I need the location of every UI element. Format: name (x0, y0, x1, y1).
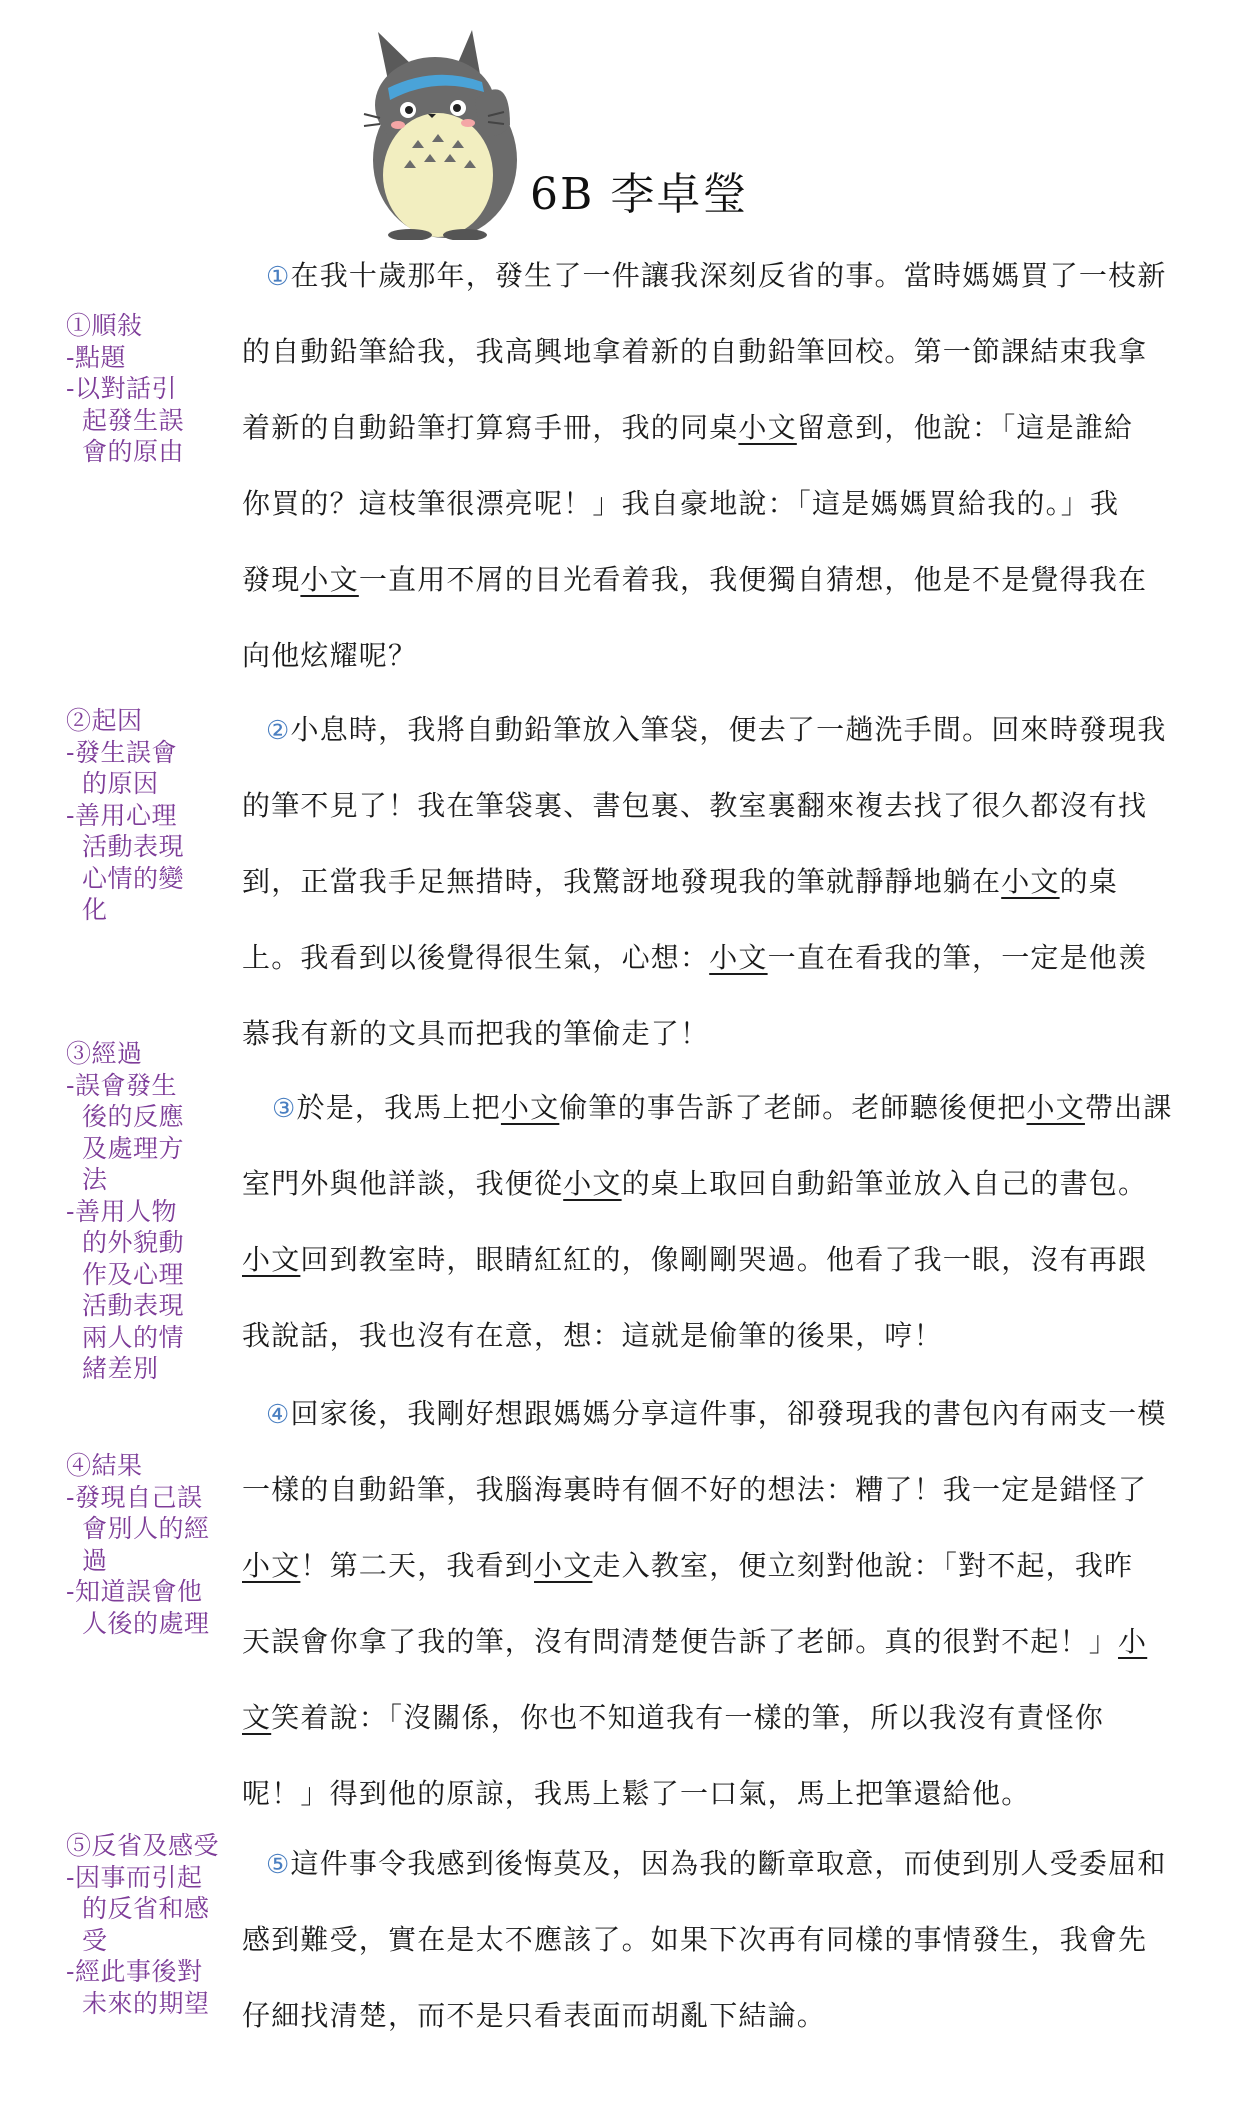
paragraph-marker: ② (266, 716, 291, 746)
essay-line (242, 1902, 1192, 1978)
essay-line (242, 1070, 1192, 1146)
note-item: 人後的處理 (82, 1608, 210, 1638)
note-item: 的原因 (82, 769, 159, 798)
essay-line (242, 390, 1192, 466)
note-item: 過 (82, 1545, 108, 1575)
note-heading: ⑤反省及感受 (66, 1831, 220, 1860)
underlined-name: 小文 (1026, 1091, 1085, 1124)
underlined-name: 小文 (242, 1549, 301, 1582)
essay-line (242, 692, 1192, 768)
essay-line (242, 238, 1192, 314)
essay-text: 小息時，我將自動鉛筆放入筆袋，便去了一趟洗手間。回來時發現我 (290, 713, 1167, 746)
essay-line (242, 466, 1192, 542)
essay-text: 仔細找清楚，而不是只看表面而胡亂下結論。 (242, 1999, 827, 2032)
essay-line (242, 1826, 1192, 1902)
note-item: -發現自己誤 (66, 1482, 203, 1512)
note-item: -發生誤會 (66, 737, 177, 767)
essay-paragraph (242, 1826, 1192, 2054)
essay-line (242, 1452, 1192, 1528)
essay-text: 上。我看到以後覺得很生氣，心想： (242, 941, 710, 974)
underlined-name: 小文 (709, 941, 768, 974)
note-item: 法 (82, 1165, 108, 1194)
paragraph-marker: ④ (266, 1400, 291, 1430)
essay-text: 着新的自動鉛筆打算寫手冊，我的同桌 (242, 411, 739, 444)
underlined-name: 小文 (563, 1167, 622, 1200)
margin-note (66, 310, 241, 468)
note-item: -誤會發生 (66, 1070, 177, 1100)
essay-text: 帶出課 (1084, 1091, 1173, 1124)
totoro-illustration (360, 30, 550, 240)
essay-text: 在我十歲那年，發生了一件讓我深刻反省的事。當時媽媽買了一枝新 (290, 259, 1167, 292)
essay-paragraph (242, 692, 1192, 1072)
essay-text: 向他炫耀呢？ (242, 639, 418, 672)
note-item: 緒差別 (82, 1354, 159, 1383)
essay-line (242, 1756, 1192, 1832)
note-item: -以對話引 (66, 374, 177, 403)
essay-line (242, 920, 1192, 996)
essay-text: 感到難受，實在是太不應該了。如果下次再有同樣的事情發生，我會先 (242, 1923, 1148, 1956)
essay-line (242, 1376, 1192, 1452)
essay-paragraph (242, 1070, 1192, 1374)
essay-line (242, 1298, 1192, 1374)
essay-text: 留意到，他說：「這是誰給 (796, 411, 1134, 444)
note-item: -點題 (66, 342, 126, 372)
margin-note (66, 705, 241, 926)
essay-text: 一直在看我的筆，一定是他羡 (767, 941, 1148, 974)
essay-text: 於是，我馬上把 (296, 1091, 501, 1124)
paragraph-marker: ① (266, 262, 291, 292)
note-heading: ①順敍 (66, 311, 143, 340)
note-item: 活動表現 (82, 1291, 185, 1320)
note-item: 會別人的經 (82, 1514, 210, 1543)
underlined-name: 小文 (738, 411, 797, 444)
essay-paragraph (242, 238, 1192, 694)
note-item: 的外貌動 (82, 1228, 185, 1257)
essay-text: 笑着說：「沒關係，你也不知道我有一樣的筆，所以我沒有責怪你 (271, 1701, 1105, 1734)
note-item: -因事而引起 (66, 1862, 203, 1892)
essay-paragraph (242, 1376, 1192, 1832)
essay-text: 走入教室，便立刻對他說：「對不起，我昨 (592, 1549, 1134, 1582)
margin-note (66, 1830, 241, 2019)
essay-line (242, 768, 1192, 844)
essay-text: 呢！」得到他的原諒，我馬上鬆了一口氣，馬上把筆還給他。 (242, 1777, 1031, 1810)
essay-line (242, 1978, 1192, 2054)
underlined-name: 小文 (1001, 865, 1060, 898)
essay-text: 慕我有新的文具而把我的筆偷走了！ (242, 1017, 710, 1050)
underlined-name: 小文 (242, 1243, 301, 1276)
essay-text: 一樣的自動鉛筆，我腦海裏時有個不好的想法：糟了！我一定是錯怪了 (242, 1473, 1148, 1506)
essay-text: 的桌 (1059, 865, 1119, 898)
essay-text: 的桌上取回自動鉛筆並放入自己的書包。 (621, 1167, 1148, 1200)
essay-text: ！第二天，我看到 (300, 1549, 535, 1582)
margin-note (66, 1038, 241, 1385)
underlined-name: 小文 (534, 1549, 593, 1582)
essay-text: 一直用不屑的目光看着我，我便獨自猜想，他是不是覺得我在 (358, 563, 1148, 596)
essay-text: 的筆不見了！我在筆袋裏、書包裏、教室裏翻來複去找了很久都沒有找 (242, 789, 1148, 822)
paragraph-marker: ③ (272, 1094, 297, 1124)
note-item: -知道誤會他 (66, 1577, 203, 1606)
margin-note (66, 1450, 241, 1639)
essay-text: 天誤會你拿了我的筆，沒有問清楚便告訴了老師。真的很對不起！」 (242, 1625, 1119, 1658)
note-heading: ②起因 (66, 706, 143, 735)
note-item: 作及心理 (82, 1259, 185, 1289)
note-item: 化 (82, 895, 108, 924)
note-item: 後的反應 (82, 1102, 185, 1131)
underlined-name: 小文 (300, 563, 359, 596)
note-heading: ③經過 (66, 1039, 143, 1068)
paragraph-marker: ⑤ (266, 1850, 291, 1880)
essay-text: 的自動鉛筆給我，我高興地拿着新的自動鉛筆回校。第一節課結束我拿 (242, 335, 1148, 368)
underlined-name: 小文 (500, 1091, 560, 1124)
page-title: 6B 李卓瑩 (530, 169, 749, 220)
note-item: -善用心理 (66, 800, 177, 830)
note-item: 兩人的情 (82, 1322, 185, 1352)
essay-line (242, 314, 1192, 390)
essay-text: 回家後，我剛好想跟媽媽分享這件事，卻發現我的書包內有兩支一模 (290, 1397, 1167, 1430)
note-item: -經此事後對 (66, 1957, 203, 1986)
essay-line (242, 996, 1192, 1072)
essay-text: 我說話，我也沒有在意，想：這就是偷筆的後果，哼！ (242, 1319, 943, 1352)
essay-line (242, 1528, 1192, 1604)
note-item: 心情的變 (82, 863, 185, 893)
essay-text: 發現 (242, 563, 301, 596)
underlined-name: 文 (242, 1701, 272, 1734)
essay-text: 回到教室時，眼睛紅紅的，像剛剛哭過。他看了我一眼，沒有再跟 (300, 1243, 1148, 1276)
essay-line (242, 618, 1192, 694)
essay-text: 偷筆的事告訴了老師。老師聽後便把 (559, 1091, 1027, 1124)
essay-text: 室門外與他詳談，我便從 (242, 1167, 564, 1200)
essay-line (242, 542, 1192, 618)
essay-text: 這件事令我感到後悔莫及，因為我的斷章取意，而使到別人受委屈和 (290, 1847, 1167, 1880)
essay-line (242, 1146, 1192, 1222)
note-item: 起發生誤 (82, 405, 185, 435)
note-item: -善用人物 (66, 1196, 177, 1226)
underlined-name: 小 (1118, 1625, 1148, 1658)
essay-line (242, 1222, 1192, 1298)
note-item: 會的原由 (82, 437, 185, 466)
note-item: 未來的期望 (82, 1988, 210, 2018)
note-item: 及處理方 (82, 1133, 185, 1163)
essay-text: 你買的？這枝筆很漂亮呢！」我自豪地說：「這是媽媽買給我的。」我 (242, 487, 1120, 520)
note-heading: ④結果 (66, 1451, 143, 1480)
note-item: 活動表現 (82, 832, 185, 861)
essay-line (242, 1604, 1192, 1680)
note-item: 受 (82, 1925, 108, 1955)
essay-line (242, 1680, 1192, 1756)
note-item: 的反省和感 (82, 1894, 210, 1923)
essay-line (242, 844, 1192, 920)
essay-text: 到，正當我手足無措時，我驚訝地發現我的筆就靜靜地躺在 (242, 865, 1002, 898)
